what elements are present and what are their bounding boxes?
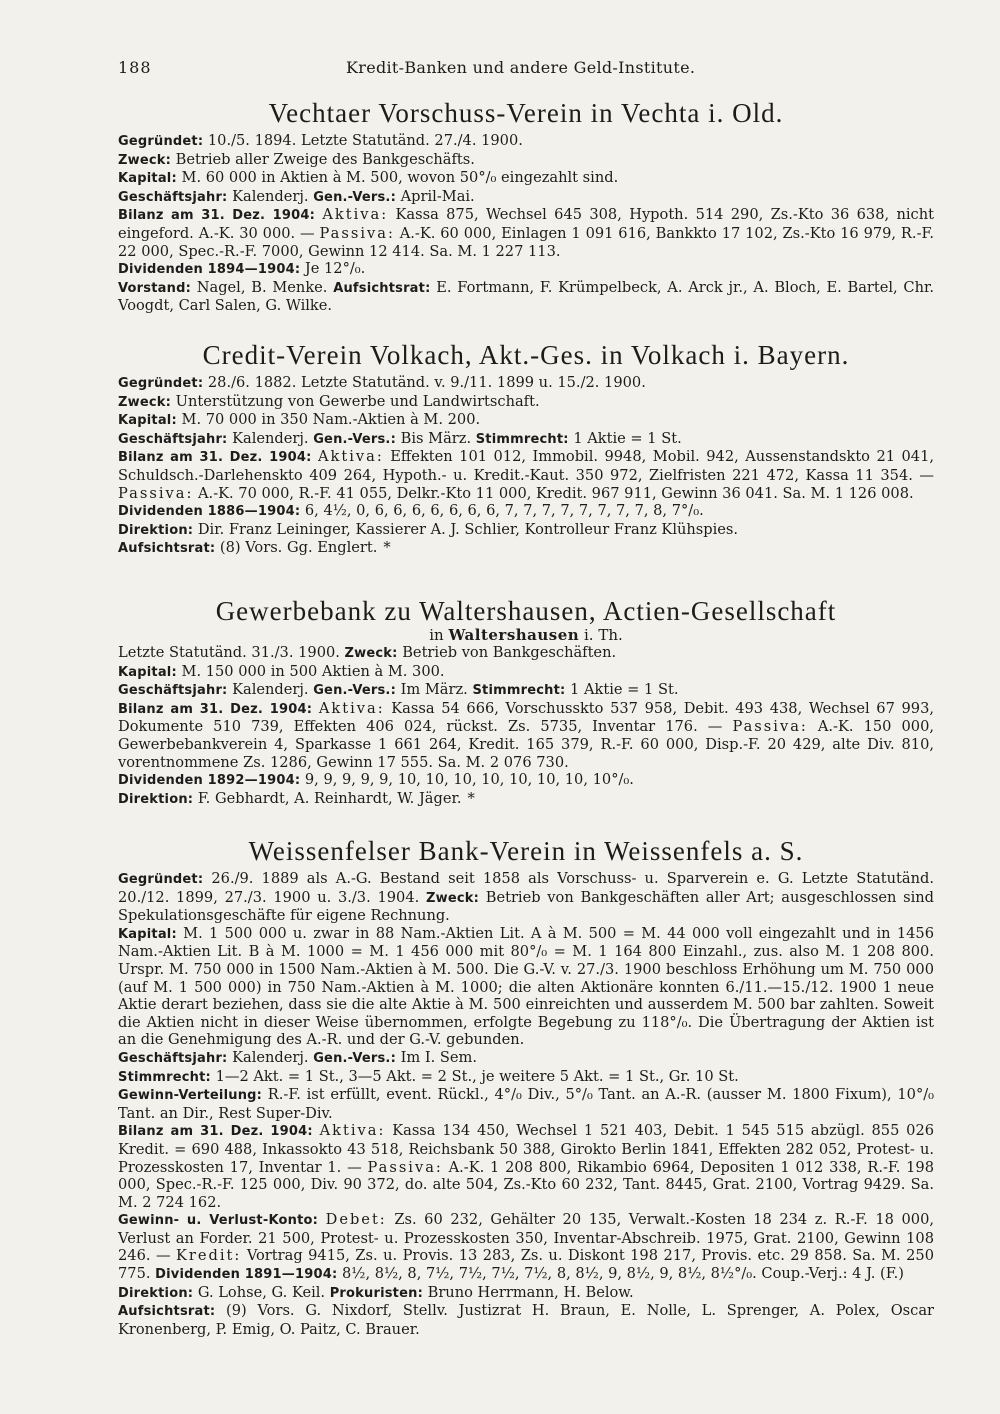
- entry-vechta: [118, 96, 934, 315]
- profit-loss-paragraph: Gewinn- u. Verlust-Konto: Debet: Zs. 60 232, Gehälter 20 135, Verwalt.-Kosten 18 234 z. R.-F. 18 000, Verlust an Forder. 21 500, Protest- u. Prozesskosten 350, Inventar-Abschreib. 1975, Grat. 2100, Gewinn 108 246. — Kredit: Vortrag 9415, Zs. u. Provis. 13 283, Zs. u. Diskont 198 217, Provis. etc. 29 858. Sa. M. 250 775. Dividenden 1891—1904: 8½, 8½, 8, 7½, 7½, 7½, 7½, 8, 8½, 9, 8½, 9, 8½, 8½°/₀. Coup.-Verj.: 4 J. (F.): [118, 1211, 935, 1283]
- management-line: Direktion: F. Gebhardt, A. Reinhardt, W. Jäger. *: [118, 789, 475, 807]
- entry-title: Weissenfelser Bank-Verein in Weissenfels a. S.: [248, 836, 804, 866]
- founded-paragraph: Gegründet: 26./9. 1889 als A.-G. Bestand seit 1858 als Vorschuss- u. Sparverein e. G. Letzte Statutänd. 20./12. 1899, 27./3. 1900 u. 3./3. 1904. Zweck: Betrieb von Bankgeschäften aller Art; ausgeschlossen sind Spekulationsgeschäfte für eigene Rechnung.: [118, 870, 935, 925]
- supervisory-line: Aufsichtsrat: (8) Vors. Gg. Englert. *: [118, 539, 391, 557]
- voting-line: Stimmrecht: 1—2 Akt. = 1 St., 3—5 Akt. = 2 St., je weitere 5 Akt. = 1 St., Gr. 10 St.: [118, 1067, 739, 1085]
- page-header: [118, 58, 940, 80]
- purpose-line: Zweck: Betrieb aller Zweige des Bankgeschäfts.: [118, 150, 475, 168]
- running-title: Kredit-Banken und andere Geld-Institute.: [346, 58, 696, 77]
- capital-line: Kapital: M. 150 000 in 500 Aktien à M. 300.: [118, 662, 445, 680]
- entry-title: Vechtaer Vorschuss-Verein in Vechta i. Old.: [268, 98, 784, 128]
- entry-title: Gewerbebank zu Waltershausen, Actien-Gesellschaft: [215, 596, 837, 626]
- dividends-line: Dividenden 1894—1904: Je 12°/₀.: [118, 260, 366, 278]
- entry-weissenfels: [118, 834, 934, 1338]
- management-line: Direktion: G. Lohse, G. Keil. Prokuristen: Bruno Herrmann, H. Below.: [118, 1283, 634, 1301]
- statute-purpose-line: Letzte Statutänd. 31./3. 1900. Zweck: Betrieb von Bankgeschäften.: [118, 644, 617, 661]
- fiscal-year-line: Geschäftsjahr: Kalenderj. Gen.-Vers.: Im März. Stimmrecht: 1 Aktie = 1 St.: [118, 681, 679, 699]
- capital-line: Kapital: M. 70 000 in 350 Nam.-Aktien à M. 200.: [118, 411, 481, 429]
- dividends-line: Dividenden 1886—1904: 6, 4½, 0, 6, 6, 6, 6, 6, 6, 6, 7, 7, 7, 7, 7, 7, 7, 7, 8, 7°/₀.: [118, 502, 704, 520]
- capital-paragraph: Kapital: M. 1 500 000 u. zwar in 88 Nam.-Aktien Lit. A à M. 500 = M. 44 000 voll eingezahlt und in 1456 Nam.-Aktien Lit. B à M. 1000 = M. 1 456 000 mit 80°/₀ = M. 1 164 800 Einzahl., zus. also M. 1 208 800. Urspr. M. 750 000 in 1500 Nam.-Aktien à M. 500. Die G.-V. v. 27./3. 1900 beschloss Erhöhung um M. 750 000 (auf M. 1 500 000) in 750 Nam.-Aktien à M. 1000; die alten Aktionäre konnten 6./11.—15./12. 1900 1 neue Aktie derart beziehen, dass sie die alte Aktie à M. 500 einreichten und ausserdem M. 500 bar zahlten. Soweit die Aktien nicht in dieser Weise übernommen, erfolgte Begebung zu 118°/₀. Die Übertragung der Aktien ist an die Genehmigung des A.-R. und der G.-V. gebunden.: [118, 924, 934, 1049]
- entry-subtitle: in Waltershausen i. Th.: [429, 626, 623, 644]
- fiscal-year-line: Geschäftsjahr: Kalenderj. Gen.-Vers.: April-Mai.: [118, 187, 475, 205]
- board-paragraph: Vorstand: Nagel, B. Menke. Aufsichtsrat: E. Fortmann, F. Krümpelbeck, A. Arck jr., A. Bloch, E. Bartel, Chr. Voogdt, Carl Salen, G. Wilke.: [118, 278, 935, 315]
- entry-title: Credit-Verein Volkach, Akt.-Ges. in Volkach i. Bayern.: [202, 340, 850, 370]
- balance-paragraph: Bilanz am 31. Dez. 1904: Aktiva: Effekten 101 012, Immobil. 9948, Mobil. 942, Aussenstandskto 21 041, Schuldsch.-Darlehenskto 409 264, Hypoth.- u. Kredit.-Kaut. 350 972, Zielfristen 221 472, Kassa 11 354. — Passiva: A.-K. 70 000, R.-F. 41 055, Delkr.-Kto 11 000, Kredit. 967 911, Gewinn 36 041. Sa. M. 1 126 008.: [118, 448, 934, 502]
- page-number: 188: [118, 58, 152, 77]
- purpose-line: Zweck: Unterstützung von Gewerbe und Landwirtschaft.: [118, 392, 540, 410]
- entry-waltershausen: [118, 594, 934, 808]
- capital-line: Kapital: M. 60 000 in Aktien à M. 500, wovon 50°/₀ eingezahlt sind.: [118, 169, 619, 187]
- profit-distribution-line: Gewinn-Verteilung: R.-F. ist erfüllt, event. Rückl., 4°/₀ Div., 5°/₀ Tant. an A.-R. (ausser M. 1800 Fixum), 10°/₀ Tant. an Dir., Rest Super-Div.: [118, 1086, 935, 1122]
- supervisory-paragraph: Aufsichtsrat: (9) Vors. G. Nixdorf, Stellv. Justizrat H. Braun, E. Nolle, L. Sprenger, A. Polex, Oscar Kronenberg, P. Emig, O. Paitz, C. Brauer.: [118, 1302, 935, 1338]
- fiscal-year-line: Geschäftsjahr: Kalenderj. Gen.-Vers.: Im I. Sem.: [118, 1048, 478, 1066]
- fiscal-year-line: Geschäftsjahr: Kalenderj. Gen.-Vers.: Bis März. Stimmrecht: 1 Aktie = 1 St.: [118, 429, 682, 447]
- balance-paragraph: Bilanz am 31. Dez. 1904: Aktiva: Kassa 54 666, Vorschusskto 537 958, Debit. 493 438, Wechsel 67 993, Dokumente 510 739, Effekten 406 024, rückst. Zs. 5735, Inventar 176. — Passiva: A.-K. 150 000, Gewerbebankverein 4, Sparkasse 1 661 264, Kredit. 165 379, R.-F. 60 000, Disp.-F. 20 429, alte Div. 810, vorentnommene Zs. 1286, Gewinn 17 555. Sa. M. 2 076 730.: [118, 699, 935, 771]
- founded-line: Gegründet: 28./6. 1882. Letzte Statutänd. v. 9./11. 1899 u. 15./2. 1900.: [118, 374, 646, 391]
- founded-line: Gegründet: 10./5. 1894. Letzte Statutänd. 27./4. 1900.: [118, 132, 523, 149]
- entry-volkach: [118, 338, 934, 558]
- dividends-line: Dividenden 1892—1904: 9, 9, 9, 9, 9, 10, 10, 10, 10, 10, 10, 10, 10°/₀.: [118, 771, 634, 789]
- management-line: Direktion: Dir. Franz Leininger, Kassierer A. J. Schlier, Kontrolleur Franz Klühspies.: [118, 520, 739, 538]
- balance-paragraph: Bilanz am 31. Dez. 1904: Aktiva: Kassa 875, Wechsel 645 308, Hypoth. 514 290, Zs.-Kto 36 638, nicht eingeford. A.-K. 30 000. — Passiva: A.-K. 60 000, Einlagen 1 091 616, Bankkto 17 102, Zs.-Kto 16 979, R.-F. 22 000, Spec.-R.-F. 7000, Gewinn 12 414. Sa. M. 1 227 113.: [118, 206, 934, 260]
- balance-paragraph: Bilanz am 31. Dez. 1904: Aktiva: Kassa 134 450, Wechsel 1 521 403, Debit. 1 545 515 abzügl. 855 026 Kredit. = 690 488, Inkassokto 43 518, Reichsbank 50 388, Girokto Berlin 1841, Effekten 282 052, Protest- u. Prozesskosten 17, Inventar 1. — Passiva: A.-K. 1 208 800, Rikambio 6964, Depositen 1 012 338, R.-F. 198 000, Spec.-R.-F. 125 000, Div. 90 372, do. alte 504, Zs.-Kto 60 232, Tant. 8445, Grat. 2100, Vortrag 9429. Sa. M. 2 724 162.: [118, 1122, 935, 1211]
